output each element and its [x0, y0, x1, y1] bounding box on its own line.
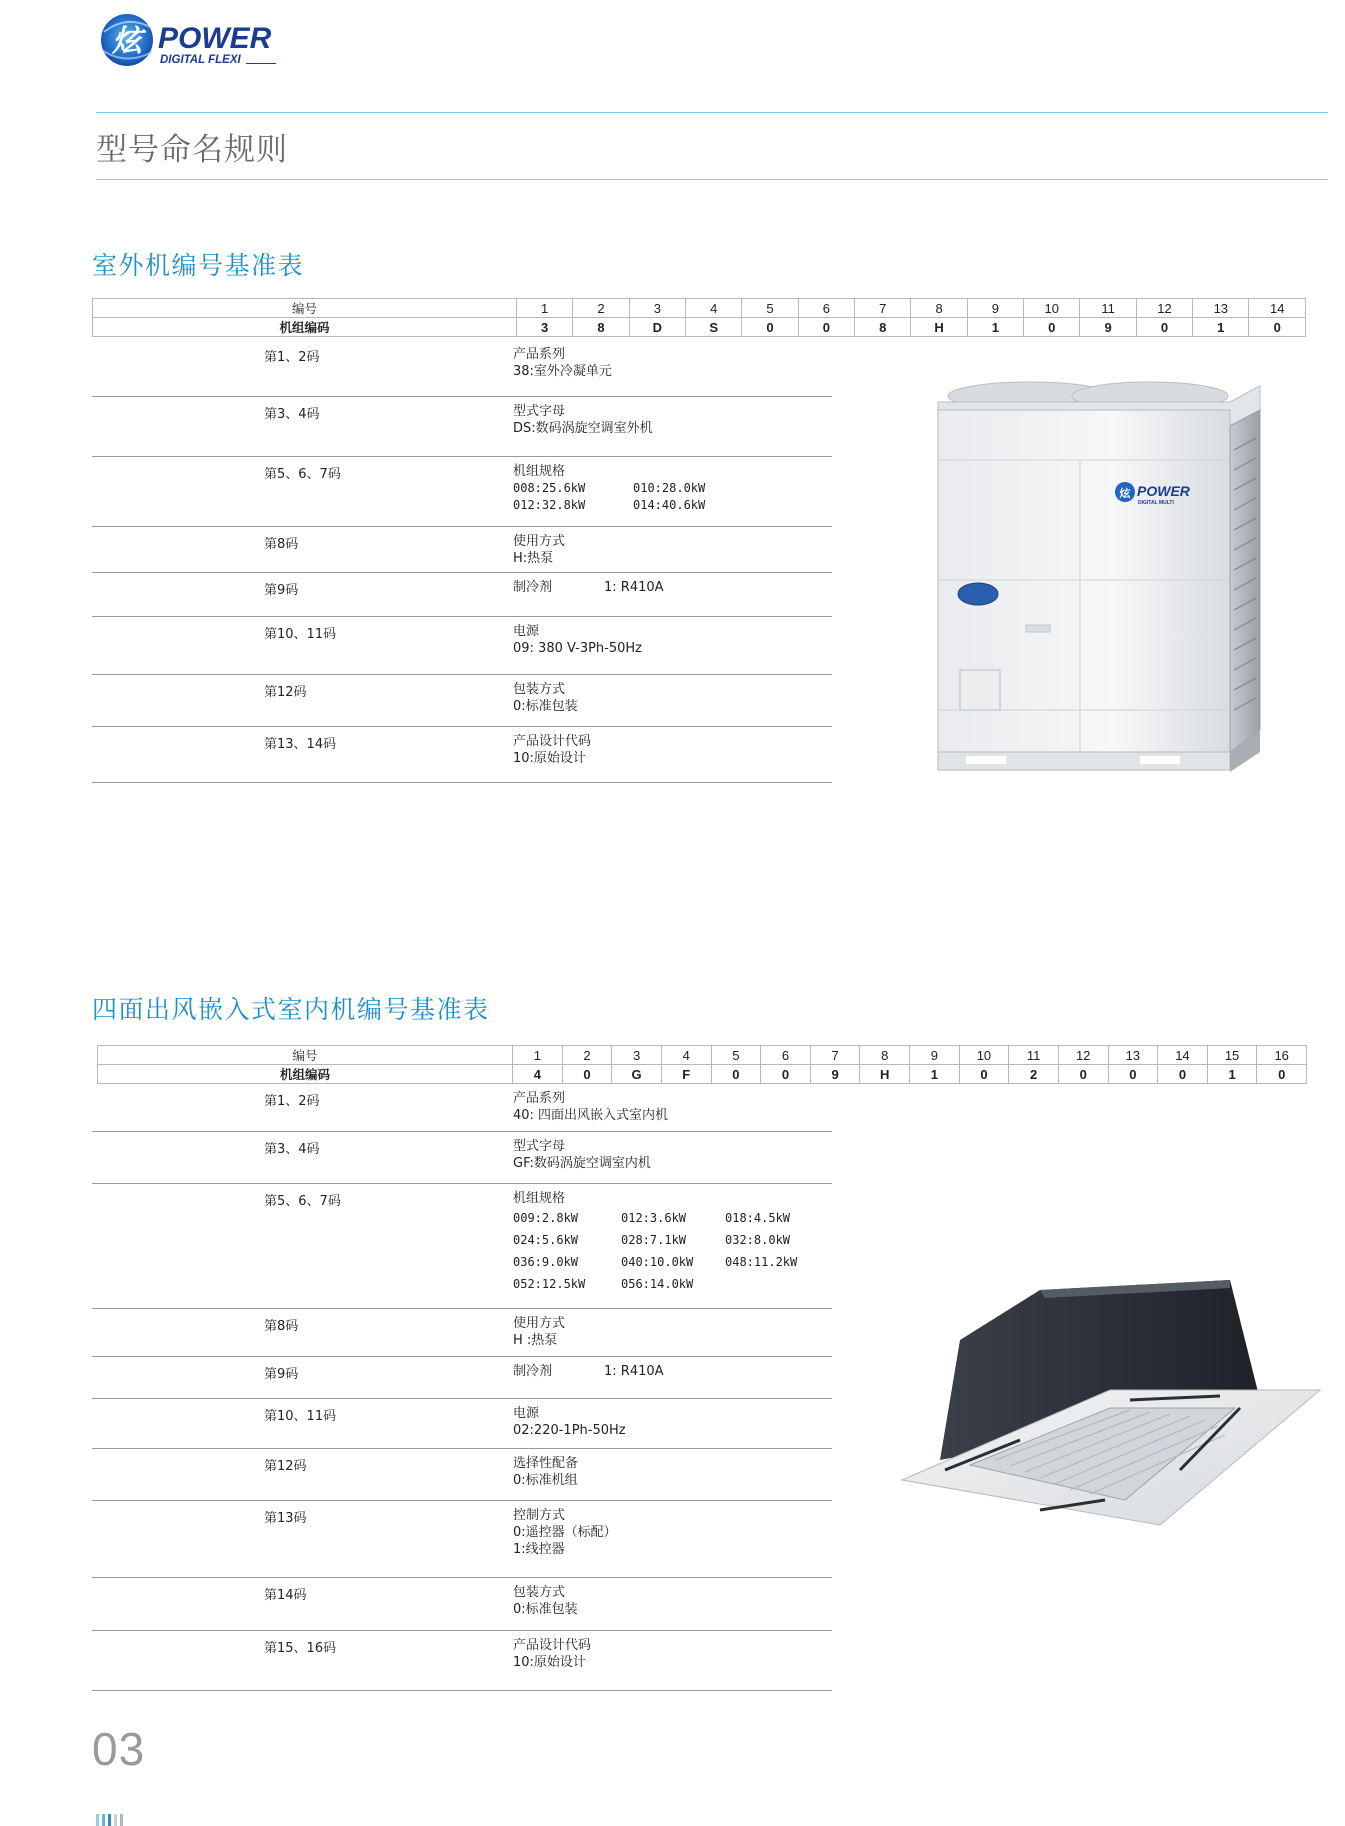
- rule-description: [513, 1405, 626, 1439]
- grid-code-cell: 0: [761, 1065, 811, 1084]
- grid-position-cell: 7: [810, 1046, 860, 1065]
- rule-option: 048:11.2kW: [725, 1255, 798, 1269]
- rule-row: [92, 727, 832, 783]
- outdoor-rule-list: [92, 340, 832, 783]
- rule-row: [92, 1132, 832, 1184]
- grid-position-cell: 5: [742, 299, 798, 318]
- grid-code-cell: G: [612, 1065, 662, 1084]
- brand-badge-icon: [96, 12, 158, 68]
- grid-position-cell: 11: [1009, 1046, 1059, 1065]
- outdoor-unit-image: [930, 380, 1278, 785]
- rule-line: 包装方式: [513, 1585, 566, 1600]
- rule-line: H:热泵: [513, 551, 554, 566]
- brand-underline: [246, 63, 276, 64]
- grid-code-cell: 0: [1249, 318, 1306, 337]
- unit-logo-word: POWER: [1137, 483, 1190, 499]
- grid-position-cell: 1: [513, 1046, 563, 1065]
- grid-header-label: 编号: [98, 1046, 513, 1065]
- grid-position-cell: 3: [629, 299, 685, 318]
- grid-code-cell: 3: [517, 318, 573, 337]
- rule-inline-part: 制冷剂: [513, 1364, 553, 1379]
- rule-line: 选择性配备: [513, 1456, 579, 1471]
- rule-row: [92, 1501, 832, 1578]
- rule-inline-part: 1: R410A: [604, 580, 664, 595]
- rule-description: [513, 733, 591, 767]
- rule-position: 第9码: [264, 583, 299, 598]
- rule-inline: [513, 1363, 664, 1380]
- rule-row: [92, 573, 832, 617]
- brand-logo: [96, 10, 286, 70]
- rule-position: 第13、14码: [264, 737, 337, 752]
- grid-code-cell: 1: [1207, 1065, 1257, 1084]
- rule-line: 02:220-1Ph-50Hz: [513, 1423, 626, 1438]
- grid-position-cell: 5: [711, 1046, 761, 1065]
- rule-option: 052:12.5kW: [513, 1277, 586, 1291]
- rule-option: 024:5.6kW: [513, 1233, 579, 1247]
- grid-code-cell: 0: [1108, 1065, 1158, 1084]
- brand-sub: DIGITAL FLEXI: [160, 54, 241, 66]
- grid-position-cell: 12: [1136, 299, 1192, 318]
- grid-code-label: 机组编码: [93, 318, 517, 337]
- grid-code-cell: 0: [1158, 1065, 1208, 1084]
- brand-emblem-icon: [958, 583, 998, 605]
- indoor-code-grid: [97, 1045, 1307, 1084]
- rule-inline: [513, 579, 664, 596]
- rule-line: 产品设计代码: [513, 1638, 592, 1653]
- grid-position-cell: 11: [1080, 299, 1136, 318]
- rule-description: [513, 533, 565, 567]
- grid-code-cell: 1: [910, 1065, 960, 1084]
- grid-position-cell: 4: [686, 299, 742, 318]
- grid-code-cell: 2: [1009, 1065, 1059, 1084]
- rule-line: 使用方式: [513, 534, 566, 549]
- grid-code-cell: 0: [798, 318, 854, 337]
- grid-code-cell: D: [629, 318, 685, 337]
- rule-row: [92, 1631, 832, 1691]
- rule-line: DS:数码涡旋空调室外机: [513, 421, 653, 436]
- grid-code-cell: S: [686, 318, 742, 337]
- rule-description: [513, 403, 653, 437]
- rule-option: 032:8.0kW: [725, 1233, 791, 1247]
- grid-position-cell: 15: [1207, 1046, 1257, 1065]
- rule-description: [513, 1315, 565, 1349]
- rule-line: 0:标准包装: [513, 699, 578, 714]
- heading-top-rule: [96, 112, 1328, 113]
- grid-code-cell: 4: [513, 1065, 563, 1084]
- rule-line: 控制方式: [513, 1508, 566, 1523]
- grid-position-cell: 6: [761, 1046, 811, 1065]
- rule-position: 第13码: [264, 1511, 307, 1526]
- grid-code-cell: 0: [1058, 1065, 1108, 1084]
- rule-line: 机组规格: [513, 1191, 566, 1206]
- grid-code-cell: 0: [1257, 1065, 1307, 1084]
- rule-row: [92, 675, 832, 727]
- grid-code-cell: 1: [1193, 318, 1249, 337]
- rule-description: [513, 463, 753, 514]
- rule-description: [513, 623, 642, 657]
- rule-line: 1:线控器: [513, 1542, 565, 1557]
- grid-code-cell: 0: [1024, 318, 1080, 337]
- rule-line: 0:标准包装: [513, 1602, 578, 1617]
- rule-row: [92, 1578, 832, 1631]
- outdoor-section-title: 室外机编号基准表: [92, 251, 305, 280]
- rule-row: [92, 1084, 832, 1132]
- grid-position-cell: 6: [798, 299, 854, 318]
- rule-description: [513, 346, 612, 380]
- rule-position: 第3、4码: [264, 1142, 320, 1157]
- brand-word: POWER: [158, 22, 272, 55]
- grid-code-cell: H: [860, 1065, 910, 1084]
- grid-position-cell: 10: [1024, 299, 1080, 318]
- unit-logo-sub: DIGITAL MULTI: [1138, 500, 1174, 506]
- rule-position: 第15、16码: [264, 1641, 337, 1656]
- rule-row: [92, 617, 832, 675]
- rule-description: [513, 1190, 829, 1295]
- rule-description: [513, 1090, 668, 1124]
- rule-row: [92, 1357, 832, 1399]
- rule-row: [92, 457, 832, 527]
- rule-position: 第5、6、7码: [264, 1194, 341, 1209]
- grid-code-cell: 0: [742, 318, 798, 337]
- rule-options: [513, 1207, 829, 1295]
- rule-option: 012:3.6kW: [621, 1211, 687, 1225]
- grid-code-cell: 9: [1080, 318, 1136, 337]
- grid-code-cell: F: [661, 1065, 711, 1084]
- grid-position-cell: 7: [855, 299, 911, 318]
- rule-option: 014:40.6kW: [633, 498, 706, 512]
- rule-line: 电源: [513, 1406, 540, 1421]
- rule-option: 036:9.0kW: [513, 1255, 579, 1269]
- cassette-unit-image: [900, 1280, 1330, 1540]
- grid-code-cell: 8: [855, 318, 911, 337]
- grid-position-cell: 2: [573, 299, 629, 318]
- grid-code-cell: 0: [562, 1065, 612, 1084]
- indoor-rule-list: [92, 1084, 832, 1691]
- rule-inline-part: 制冷剂: [513, 580, 553, 595]
- rule-option: 028:7.1kW: [621, 1233, 687, 1247]
- grid-code-cell: 1: [967, 318, 1023, 337]
- rule-description: [513, 1455, 578, 1489]
- rule-row: [92, 1399, 832, 1449]
- rule-position: 第8码: [264, 1319, 299, 1334]
- rule-description: [513, 1637, 591, 1671]
- rule-row: [92, 397, 832, 457]
- rule-position: 第3、4码: [264, 407, 320, 422]
- rule-option: 009:2.8kW: [513, 1211, 579, 1225]
- rule-line: 0:标准机组: [513, 1473, 578, 1488]
- grid-header-label: 编号: [93, 299, 517, 318]
- rule-row: [92, 527, 832, 573]
- rule-line: 型式字母: [513, 1139, 566, 1154]
- rule-inline-part: 1: R410A: [604, 1364, 664, 1379]
- rule-option: 008:25.6kW: [513, 481, 586, 495]
- rule-line: 包装方式: [513, 682, 566, 697]
- rule-position: 第10、11码: [264, 627, 337, 642]
- rule-position: 第12码: [264, 685, 307, 700]
- grid-position-cell: 12: [1058, 1046, 1108, 1065]
- rule-option: 056:14.0kW: [621, 1277, 694, 1291]
- grid-position-cell: 8: [911, 299, 967, 318]
- decorative-bars-icon: [96, 1814, 138, 1826]
- grid-position-cell: 4: [661, 1046, 711, 1065]
- rule-line: GF:数码涡旋空调室内机: [513, 1156, 651, 1171]
- rule-line: 产品系列: [513, 347, 566, 362]
- grid-code-cell: 0: [959, 1065, 1009, 1084]
- rule-row: [92, 1184, 832, 1309]
- rule-position: 第9码: [264, 1367, 299, 1382]
- rule-description: [513, 1507, 617, 1558]
- rule-position: 第12码: [264, 1459, 307, 1474]
- grid-code-cell: 9: [810, 1065, 860, 1084]
- rule-option: 010:28.0kW: [633, 481, 706, 495]
- rule-option: 040:10.0kW: [621, 1255, 694, 1269]
- rule-row: [92, 1309, 832, 1357]
- rule-options: [513, 480, 753, 514]
- unit-logo-char: 炫: [1119, 487, 1131, 500]
- grid-code-cell: 8: [573, 318, 629, 337]
- rule-description: [513, 1138, 651, 1172]
- rule-row: [92, 1449, 832, 1501]
- rule-position: 第1、2码: [264, 1094, 320, 1109]
- grid-position-cell: 10: [959, 1046, 1009, 1065]
- grid-position-cell: 2: [562, 1046, 612, 1065]
- rule-line: 10:原始设计: [513, 751, 586, 766]
- heading-bottom-rule: [96, 179, 1328, 180]
- rule-option: 012:32.8kW: [513, 498, 586, 512]
- page-number: 03: [92, 1723, 146, 1775]
- rule-line: 电源: [513, 624, 540, 639]
- grid-position-cell: 3: [612, 1046, 662, 1065]
- rule-position: 第14码: [264, 1588, 307, 1603]
- rule-line: 38:室外冷凝单元: [513, 364, 612, 379]
- rule-line: 0:遥控器（标配）: [513, 1525, 617, 1540]
- grid-position-cell: 14: [1249, 299, 1306, 318]
- rule-line: 产品系列: [513, 1091, 566, 1106]
- rule-description: [513, 1363, 664, 1380]
- rule-description: [513, 579, 664, 596]
- grid-position-cell: 16: [1257, 1046, 1307, 1065]
- grid-code-label: 机组编码: [98, 1065, 513, 1084]
- rule-option: 018:4.5kW: [725, 1211, 791, 1225]
- page-title: 型号命名规则: [96, 132, 288, 168]
- rule-line: 机组规格: [513, 464, 566, 479]
- rule-line: 40: 四面出风嵌入式室内机: [513, 1108, 669, 1123]
- rule-line: 产品设计代码: [513, 734, 592, 749]
- grid-code-cell: H: [911, 318, 967, 337]
- outdoor-code-grid: [92, 298, 1306, 337]
- rule-position: 第8码: [264, 537, 299, 552]
- indoor-section-title: 四面出风嵌入式室内机编号基准表: [92, 995, 490, 1024]
- rule-line: 使用方式: [513, 1316, 566, 1331]
- grid-code-cell: 0: [1136, 318, 1192, 337]
- rule-position: 第10、11码: [264, 1409, 337, 1424]
- grid-position-cell: 13: [1193, 299, 1249, 318]
- rule-row: [92, 340, 832, 397]
- rule-line: 10:原始设计: [513, 1655, 586, 1670]
- rule-line: 型式字母: [513, 404, 566, 419]
- rule-description: [513, 1584, 578, 1618]
- grid-position-cell: 14: [1158, 1046, 1208, 1065]
- rule-line: H :热泵: [513, 1333, 558, 1348]
- grid-position-cell: 9: [967, 299, 1023, 318]
- grid-position-cell: 13: [1108, 1046, 1158, 1065]
- grid-position-cell: 9: [910, 1046, 960, 1065]
- rule-description: [513, 681, 578, 715]
- rule-position: 第1、2码: [264, 350, 320, 365]
- grid-position-cell: 8: [860, 1046, 910, 1065]
- rule-line: 09: 380 V-3Ph-50Hz: [513, 641, 643, 656]
- rule-position: 第5、6、7码: [264, 467, 341, 482]
- grid-code-cell: 0: [711, 1065, 761, 1084]
- brand-logo-char: 炫: [112, 24, 142, 59]
- grid-position-cell: 1: [517, 299, 573, 318]
